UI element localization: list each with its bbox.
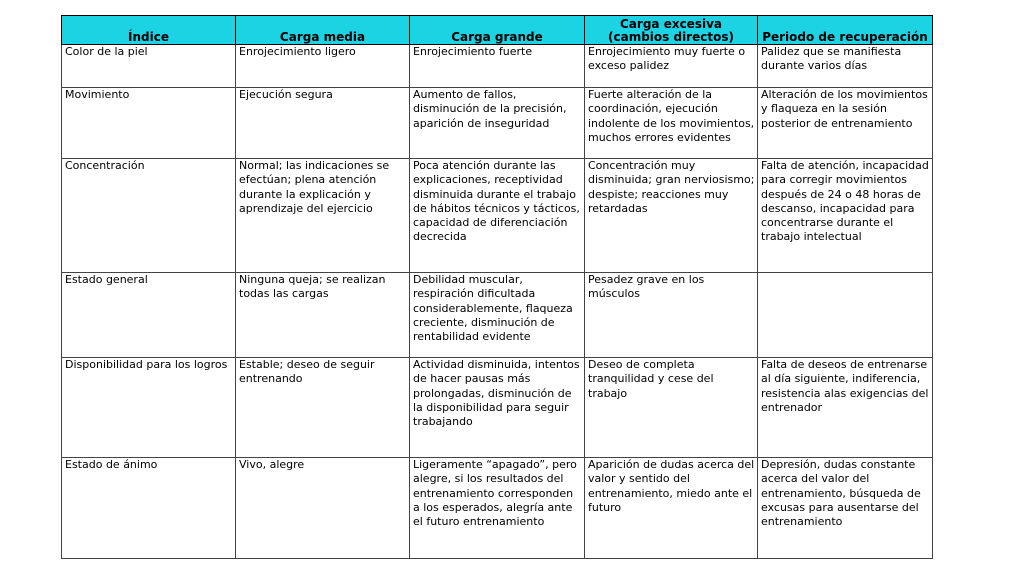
table-cell: [410, 358, 585, 458]
table-row: [62, 458, 933, 559]
table-cell: [758, 45, 933, 88]
table-cell: [236, 358, 410, 458]
table-cell: [236, 159, 410, 273]
table-cell: [410, 159, 585, 273]
cell-text: Poca atención durante las explicaciones, receptividad disminuida durante el trabajo de hábitos técnicos y tácticos, capacidad de diferenciación decrecida: [413, 159, 580, 244]
cell-text: Enrojecimiento muy fuerte o exceso palidez: [588, 45, 746, 73]
table-cell: [410, 45, 585, 88]
table-row: [62, 159, 933, 273]
cell-text: Ejecución segura: [239, 88, 333, 101]
cell-text: Normal; las indicaciones se efectúan; plena atención durante la explicación y aprendizaje del ejercicio: [239, 159, 390, 215]
cell-text: Alteración de los movimientos y flaqueza en la sesión posterior de entrenamiento: [761, 88, 928, 130]
cell-text: Enrojecimiento ligero: [239, 45, 356, 58]
table-cell: [585, 273, 758, 358]
cell-text: Aparición de dudas acerca del valor y sentido del entrenamiento, miedo ante el futuro: [588, 458, 755, 514]
table-cell: [236, 88, 410, 159]
table-cell: [62, 358, 236, 458]
cell-text: Depresión, dudas constante acerca del valor del entrenamiento, búsqueda de excusas para ausentarse del entrenamiento: [761, 458, 921, 529]
table-cell: [758, 88, 933, 159]
table-cell: [62, 159, 236, 273]
cell-text: Palidez que se manifiesta durante varios días: [761, 45, 902, 73]
cell-text: Debilidad muscular, respiración dificultada considerablemente, flaqueza creciente, disminución de rentabilidad evidente: [413, 273, 573, 344]
table-cell: [758, 273, 933, 358]
table-cell: [62, 88, 236, 159]
cell-text: Concentración muy disminuida; gran nerviosismo; despiste; reacciones muy retardadas: [588, 159, 755, 215]
table-cell: [62, 45, 236, 88]
table-cell: [585, 45, 758, 88]
table-cell: [758, 159, 933, 273]
load-indicators-table-container: [61, 15, 932, 559]
table-cell: [410, 458, 585, 559]
table-row: [62, 358, 933, 458]
table-cell: [62, 273, 236, 358]
cell-text: Ligeramente “apagado”, pero alegre, si los resultados del entrenamiento corresponden a los esperados, alegría ante el futuro entrenamiento: [413, 458, 577, 529]
table-cell: [758, 458, 933, 559]
cell-text: Falta de deseos de entrenarse al día siguiente, indiferencia, resistencia alas exigencias del entrenador: [761, 358, 929, 414]
header-carga-excesiva: Carga excesiva (cambios directos): [585, 16, 758, 45]
table-cell: [410, 273, 585, 358]
table-cell: [758, 358, 933, 458]
cell-text: Actividad disminuida, intentos de hacer pausas más prolongadas, disminución de la disponibilidad para seguir trabajando: [413, 358, 580, 429]
table-cell: [62, 458, 236, 559]
cell-text: Estado general: [65, 273, 148, 286]
cell-text: Pesadez grave en los músculos: [588, 273, 705, 301]
cell-text: Deseo de completa tranquilidad y cese del trabajo: [588, 358, 714, 400]
cell-text: Concentración: [65, 159, 145, 172]
table-cell: [585, 159, 758, 273]
table-cell: [585, 88, 758, 159]
cell-text: Aumento de fallos, disminución de la precisión, aparición de inseguridad: [413, 88, 567, 130]
table-cell: [236, 45, 410, 88]
table-cell: [585, 358, 758, 458]
cell-text: Disponibilidad para los logros: [65, 358, 228, 371]
table-row: [62, 45, 933, 88]
header-periodo-recuperacion: Periodo de recuperación: [758, 16, 933, 45]
table-row: [62, 273, 933, 358]
cell-text: Falta de atención, incapacidad para corregir movimientos después de 24 o 48 horas de descanso, incapacidad para concentrarse durante el trabajo intelectual: [761, 159, 929, 244]
cell-text: Fuerte alteración de la coordinación, ejecución indolente de los movimientos, muchos errores evidentes: [588, 88, 755, 144]
table-cell: [236, 273, 410, 358]
cell-text: Color de la piel: [65, 45, 148, 58]
cell-text: Estado de ánimo: [65, 458, 158, 471]
cell-text: Estable; deseo de seguir entrenando: [239, 358, 375, 386]
cell-text: Vivo, alegre: [239, 458, 305, 471]
cell-text: Enrojecimiento fuerte: [413, 45, 533, 58]
header-row: [62, 16, 933, 45]
header-carga-grande: Carga grande: [410, 16, 585, 45]
header-indice: Índice: [62, 16, 236, 45]
table-cell: [585, 458, 758, 559]
cell-text: Movimiento: [65, 88, 130, 101]
table-row: [62, 88, 933, 159]
table-cell: [410, 88, 585, 159]
load-indicators-table: [61, 15, 933, 559]
table-cell: [236, 458, 410, 559]
header-carga-media: Carga media: [236, 16, 410, 45]
cell-text: Ninguna queja; se realizan todas las cargas: [239, 273, 386, 301]
